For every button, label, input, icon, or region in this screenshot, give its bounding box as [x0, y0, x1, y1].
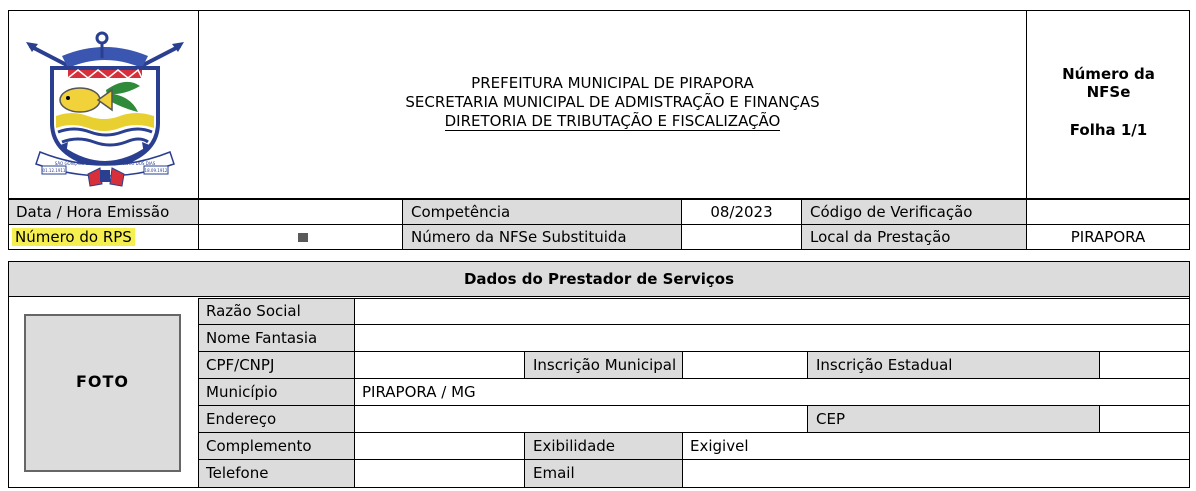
location-value: PIRAPORA — [1070, 228, 1146, 246]
municipio-label: Município — [206, 383, 278, 401]
rps-label-wrap — [12, 225, 198, 249]
complemento-label: Complemento — [206, 437, 312, 455]
exibilidade-label: Exibilidade — [533, 437, 616, 455]
email-value-cell — [682, 459, 1190, 488]
photo-label: FOTO — [75, 372, 130, 391]
razao-social-value-cell — [354, 298, 1190, 325]
complemento-value-cell — [354, 432, 525, 460]
header-title-block — [199, 74, 1026, 131]
header-line-3: DIRETORIA DE TRIBUTAÇÃO E FISCALIZAÇÃO — [444, 112, 781, 130]
endereco-value-cell — [354, 405, 808, 433]
header-line-1: PREFEITURA MUNICIPAL DE PIRAPORA — [471, 74, 754, 92]
provider-section-title: Dados do Prestador de Serviços — [463, 270, 735, 288]
logo-date-left: 01.12.1911 — [42, 168, 66, 173]
endereco-label: Endereço — [206, 410, 277, 428]
logo-date-right: 18.09.1912 — [144, 168, 168, 173]
emission-value-cell — [198, 199, 403, 225]
cpf-cnpj-value-cell — [354, 351, 525, 379]
telefone-label: Telefone — [206, 464, 269, 482]
cep-value-cell — [1099, 405, 1190, 433]
telefone-value-cell — [354, 459, 525, 488]
location-label: Local da Prestação — [810, 228, 951, 246]
email-label: Email — [533, 464, 575, 482]
inscricao-municipal-label: Inscrição Municipal — [533, 356, 677, 374]
inscricao-estadual-label: Inscrição Estadual — [816, 356, 953, 374]
substituted-label: Número da NFSe Substituida — [411, 228, 627, 246]
nfse-number-block — [1027, 65, 1190, 139]
competencia-value: 08/2023 — [710, 203, 773, 221]
verification-value-cell — [1026, 199, 1190, 225]
inscricao-estadual-value-cell — [1099, 351, 1190, 379]
nome-fantasia-value-cell — [354, 324, 1190, 352]
nfse-number-label-2: NFSe — [1086, 83, 1131, 101]
nfse-number-label-1: Número da — [1062, 65, 1155, 83]
page-label: Folha 1/1 — [1069, 121, 1148, 139]
cpf-cnpj-label: CPF/CNPJ — [206, 356, 275, 374]
competencia-label: Competência — [411, 203, 511, 221]
photo-placeholder — [24, 314, 181, 472]
razao-social-label: Razão Social — [206, 302, 301, 320]
verification-label: Código de Verificação — [810, 203, 973, 221]
rps-label: Número do RPS — [12, 228, 135, 246]
municipio-value: PIRAPORA / MG — [362, 383, 476, 401]
cep-label: CEP — [816, 410, 845, 428]
substituted-value-cell — [681, 224, 802, 250]
exibilidade-value: Exigivel — [690, 437, 749, 455]
municipal-coat-of-arms-logo — [22, 28, 188, 188]
emission-label: Data / Hora Emissão — [16, 203, 170, 221]
nome-fantasia-label: Nome Fantasia — [206, 329, 318, 347]
logo-ribbon-text: SÃO GONÇALO DO RIO SÃO FRANCISCO DOS DIAS — [54, 161, 156, 166]
inscricao-municipal-value-cell — [682, 351, 808, 379]
header-line-2: SECRETARIA MUNICIPAL DE ADMISTRAÇÃO E FINANÇAS — [405, 93, 820, 111]
rps-value-redacted — [298, 233, 308, 242]
